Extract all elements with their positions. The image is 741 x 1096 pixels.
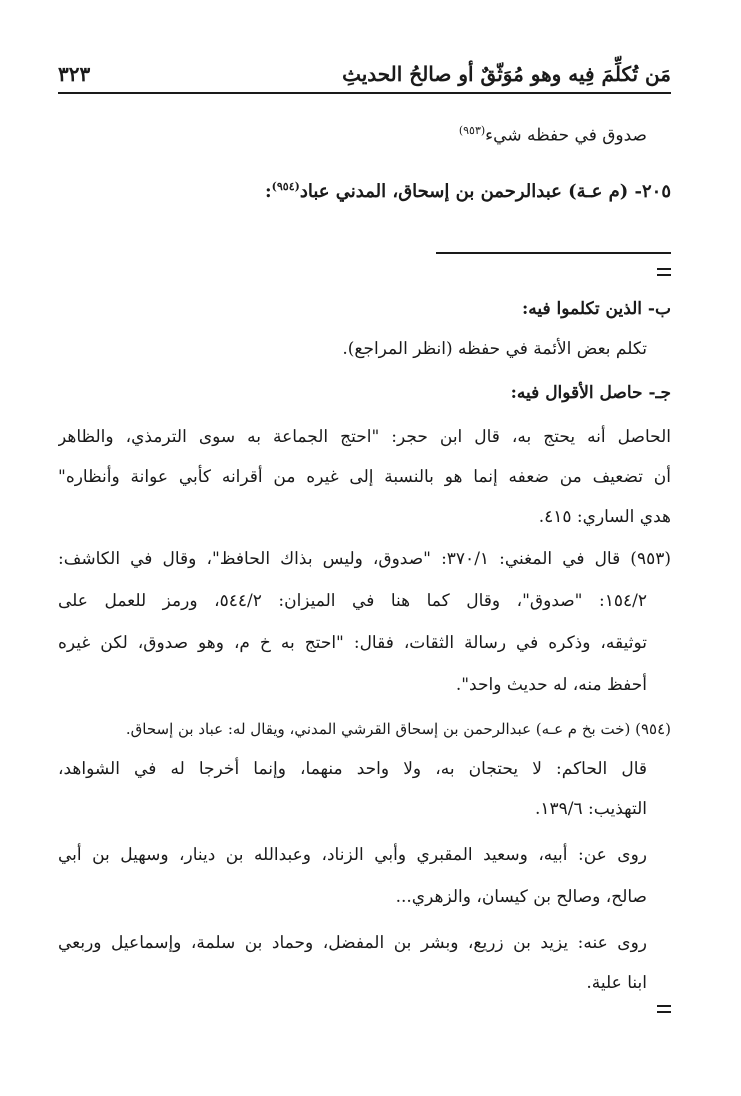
text-line: هدي الساري: ٤١٥. — [538, 507, 671, 527]
entry-heading: ٢٠٥- (م عـة) عبدالرحمن بن إسحاق، المدني عباد$^{(٩٥٤)}$: — [265, 180, 671, 202]
footnote-line: التهذيب: ١٣٩/٦. — [534, 799, 647, 819]
text-line: أن تضعيف من ضعفه إنما هو بالنسبة إلى غيره من أقرانه كأبي عوانة وأنظاره" — [58, 467, 671, 487]
footnote-line: روى عنه: يزيد بن زريع، وبشر بن المفضل، وحماد بن سلمة، وإسماعيل وربعي — [58, 933, 647, 953]
footnote-line: قال الحاكم: لا يحتجان به، ولا واحد منهما، وإنما أخرجا له في الشواهد، — [58, 759, 647, 779]
footnote-line: ١٥٤/٢: "صدوق"، وقال كما هنا في الميزان: ٥٤٤/٢، ورمز للعمل على — [58, 591, 647, 611]
continuation-mark — [657, 1005, 671, 1013]
text-line: صدوق في حفظه شيء$^{(٩٥٣)}$ — [458, 124, 647, 146]
page-number: ٣٢٣ — [58, 62, 91, 86]
footnote-line: أحفظ منه، له حديث واحد". — [455, 675, 647, 695]
continuation-mark — [657, 268, 671, 276]
footnote-line: (٩٥٤) (خت بخ م عـه) عبدالرحمن بن إسحاق القرشي المدني، ويقال له: عباد بن إسحاق. — [125, 720, 671, 738]
footnote-ref: (٩٥٤) — [271, 180, 300, 193]
footnote-ref: (٩٥٣) — [458, 124, 486, 137]
document-page — [58, 40, 671, 1096]
separator-rule — [436, 252, 671, 254]
text-line: الحاصل أنه يحتج به، قال ابن حجر: "احتج الجماعة به سوى الترمذي، والظاهر — [58, 427, 671, 447]
section-heading-b: ب- الذين تكلموا فيه: — [521, 299, 671, 319]
footnote-line: روى عن: أبيه، وسعيد المقبري وأبي الزناد، وعبدالله بن دينار، وسهيل بن أبي — [58, 845, 647, 865]
footnote-line: (٩٥٣) قال في المغني: ٣٧٠/١: "صدوق، وليس بذاك الحافظ"، وقال في الكاشف: — [58, 549, 671, 569]
page-header — [58, 40, 671, 94]
text-line: تكلم بعض الأئمة في حفظه (انظر المراجع). — [342, 339, 647, 359]
footnote-line: ابنا علية. — [586, 973, 647, 993]
running-title: مَن تُكلِّمَ فِيه وهو مُوَثّقٌ أو صالحُ الحديثِ — [342, 62, 671, 86]
footnote-line: توثيقه، وذكره في رسالة الثقات، فقال: "احتج به خ م، وهو صدوق، لكن غيره — [58, 633, 647, 653]
section-heading-j: جـ- حاصل الأقوال فيه: — [510, 383, 671, 403]
footnote-line: صالح، وصالح بن كيسان، والزهري... — [395, 887, 647, 907]
